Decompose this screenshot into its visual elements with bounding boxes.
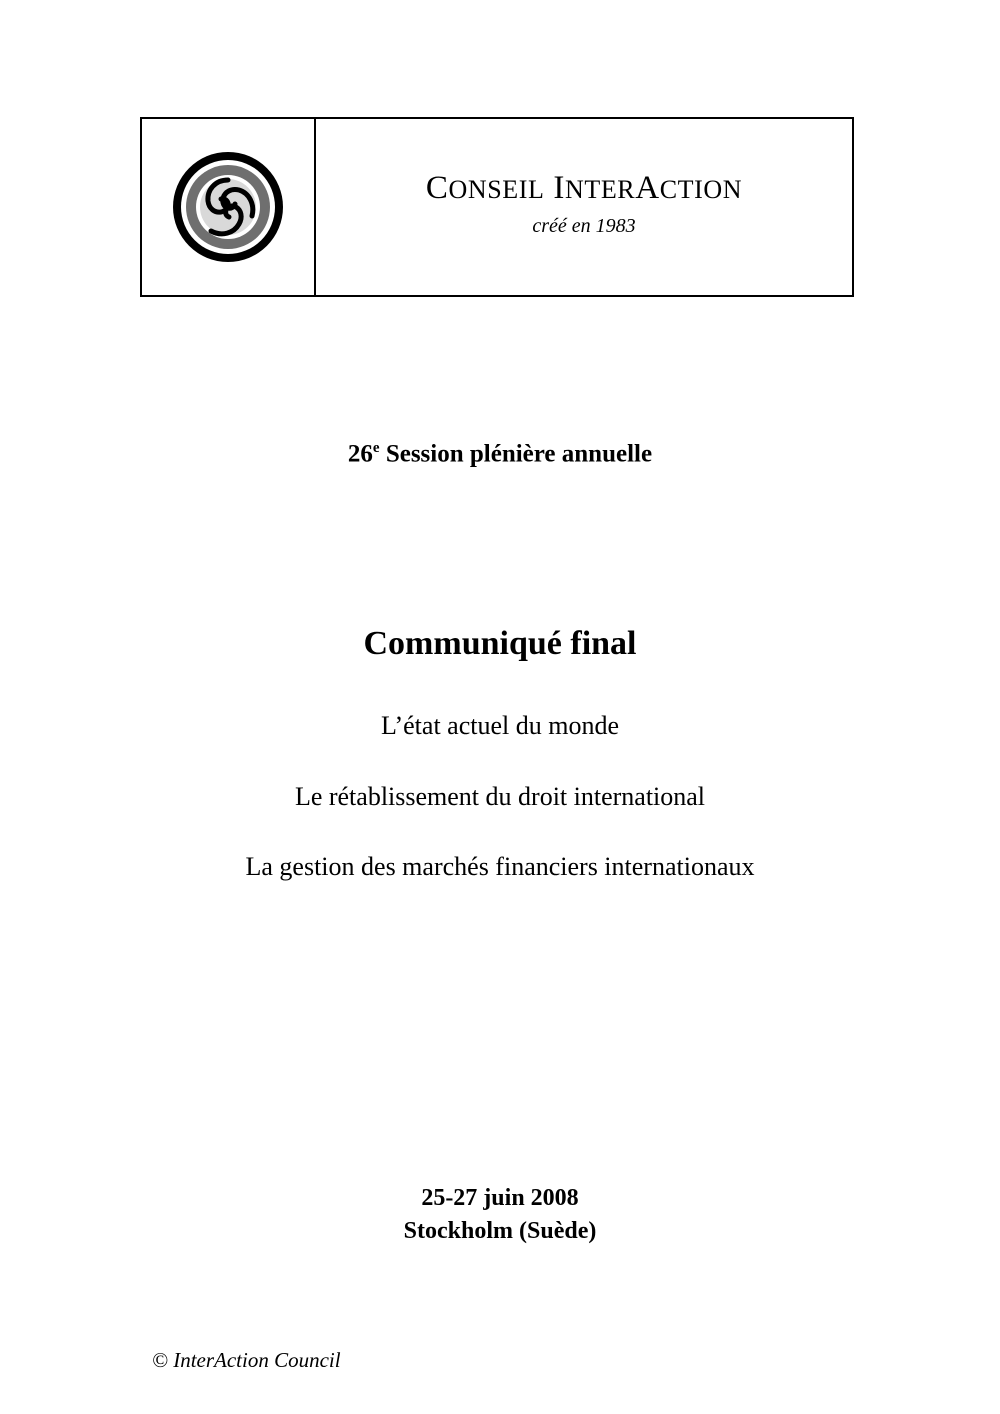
organization-name [426,170,742,206]
org-title-cell [316,119,852,295]
session-number: 26 [347,440,373,468]
subject-list-items [0,710,1000,884]
logo-cell [142,119,316,295]
copyright-notice: © InterAction Council [152,1348,341,1372]
page-title: Communiqué final [363,625,637,662]
event-location: Stockholm (Suède) [403,1218,597,1245]
session-line [0,440,1000,468]
org-name-i: I [553,170,565,207]
org-name-ction: CTION [659,175,743,205]
event-info [0,1182,1000,1248]
event-date: 25-27 juin 2008 [421,1185,579,1211]
session-ordinal-suffix: e [372,440,380,456]
org-name-c: C [425,170,449,207]
org-name-nter: NTER [564,175,636,205]
org-name-onseil: ONSEIL [448,175,545,205]
session-label: Session plénière annuelle [379,440,653,468]
list-item: La gestion des marchés financiers internationaux [245,852,755,881]
organization-subtitle: créé en 1983 [532,214,636,237]
list-item: L’état actuel du monde [380,711,619,740]
logo-triskelion-icon [195,174,261,240]
list-item: Le rétablissement du droit international [294,781,706,811]
subject-list [0,710,1000,922]
interaction-council-logo-icon [173,152,283,262]
org-name-a: A [635,170,660,207]
letterhead [140,117,854,297]
